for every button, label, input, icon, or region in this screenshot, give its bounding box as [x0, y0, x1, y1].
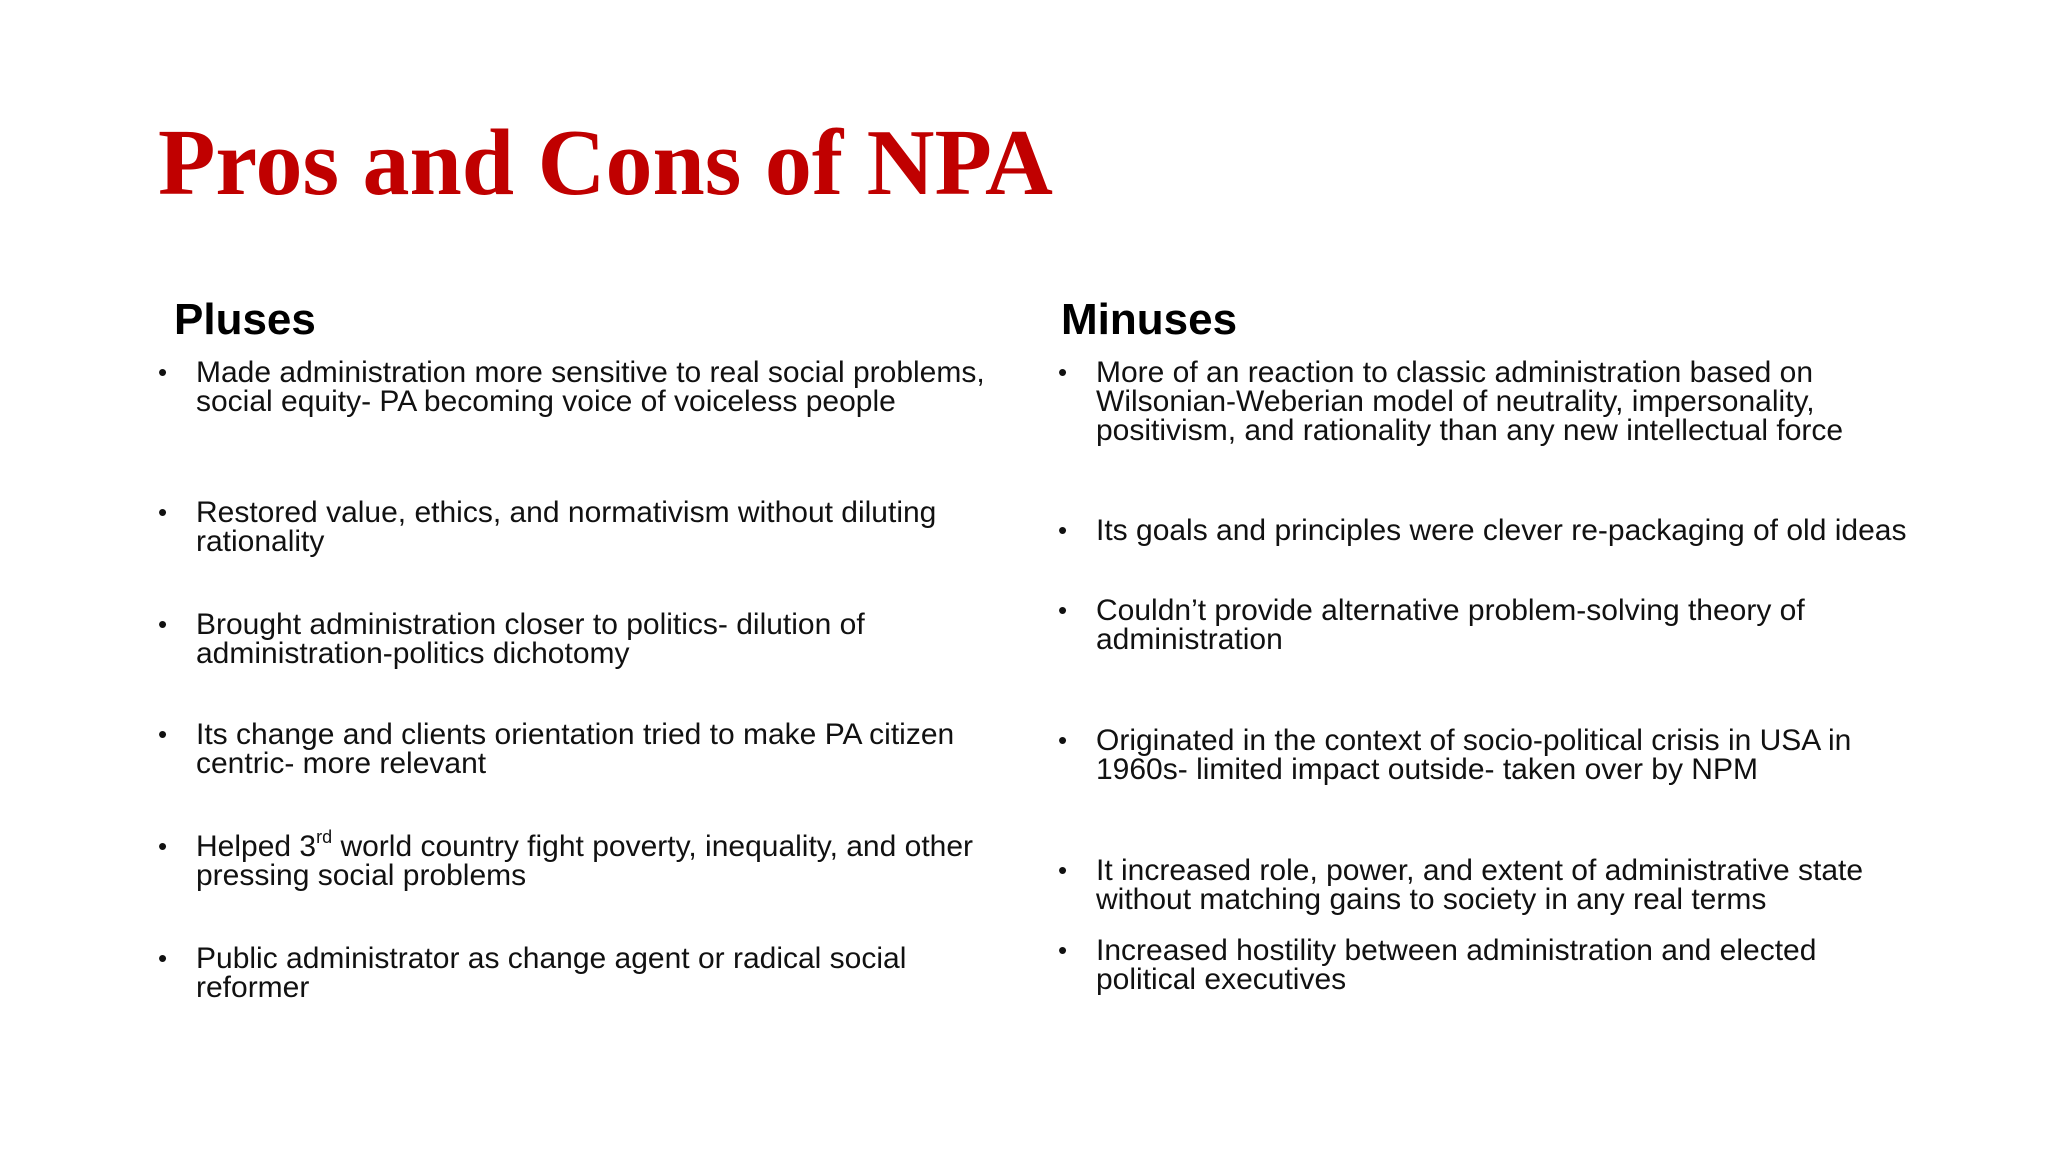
- bullet-icon: •: [1058, 935, 1068, 965]
- pluses-item-text: Made administration more sensitive to real social problems, social equity- PA becoming voice of voiceless people: [196, 356, 985, 418]
- pluses-item-text: Helped 3rd world country fight poverty, inequality, and other pressing social problems: [196, 827, 974, 892]
- bullet-icon: •: [158, 609, 168, 639]
- bullet-icon: •: [1058, 855, 1068, 885]
- minuses-item-text: Increased hostility between administration and elected political executives: [1096, 934, 1817, 996]
- pluses-item-text: Brought administration closer to politics- dilution of administration-politics dichotomy: [196, 608, 865, 670]
- pluses-heading: Pluses: [174, 295, 316, 344]
- bullet-icon: •: [1058, 357, 1068, 387]
- minuses-item-text: Originated in the context of socio-political crisis in USA in 1960s- limited impact outside- taken over by NPM: [1096, 724, 1852, 786]
- superscript-rd: rd: [316, 827, 333, 847]
- minuses-item-4: [1058, 726, 1918, 784]
- minuses-item-3: [1058, 596, 1918, 654]
- minuses-item-text: More of an reaction to classic administration based on Wilsonian-Weberian model of neutrality, impersonality, positivism, and rationality than any new intellectual force: [1096, 356, 1844, 447]
- pluses-item-4: [158, 720, 1008, 778]
- bullet-icon: •: [158, 943, 168, 973]
- bullet-icon: •: [1058, 515, 1068, 545]
- pluses-item-5: [158, 827, 1008, 892]
- bullet-icon: •: [158, 831, 168, 861]
- minuses-item-text: It increased role, power, and extent of administrative state without matching gains to society in any real terms: [1096, 854, 1864, 916]
- bullet-icon: •: [1058, 595, 1068, 625]
- bullet-icon: •: [1058, 725, 1068, 755]
- pluses-item-2: [158, 498, 1008, 556]
- minuses-item-5: [1058, 856, 1918, 914]
- minuses-item-text: Its goals and principles were clever re-packaging of old ideas: [1096, 514, 1907, 547]
- pluses-item-text: Its change and clients orientation tried to make PA citizen centric- more relevant: [196, 718, 955, 780]
- minuses-item-text: Couldn’t provide alternative problem-solving theory of administration: [1096, 594, 1805, 656]
- slide-title: Pros and Cons of NPA: [158, 111, 1053, 215]
- pluses-item-1: [158, 358, 1008, 416]
- minuses-item-6: [1058, 936, 1918, 994]
- bullet-icon: •: [158, 497, 168, 527]
- pluses-item-text: Restored value, ethics, and normativism without diluting rationality: [196, 496, 937, 558]
- minuses-item-2: [1058, 516, 1918, 545]
- pluses-item-3: [158, 610, 1008, 668]
- bullet-icon: •: [158, 719, 168, 749]
- minuses-heading: Minuses: [1061, 295, 1238, 344]
- pluses-item-6: [158, 944, 1008, 1002]
- pluses-item-text: Public administrator as change agent or radical social reformer: [196, 942, 907, 1004]
- bullet-icon: •: [158, 357, 168, 387]
- minuses-item-1: [1058, 358, 1918, 445]
